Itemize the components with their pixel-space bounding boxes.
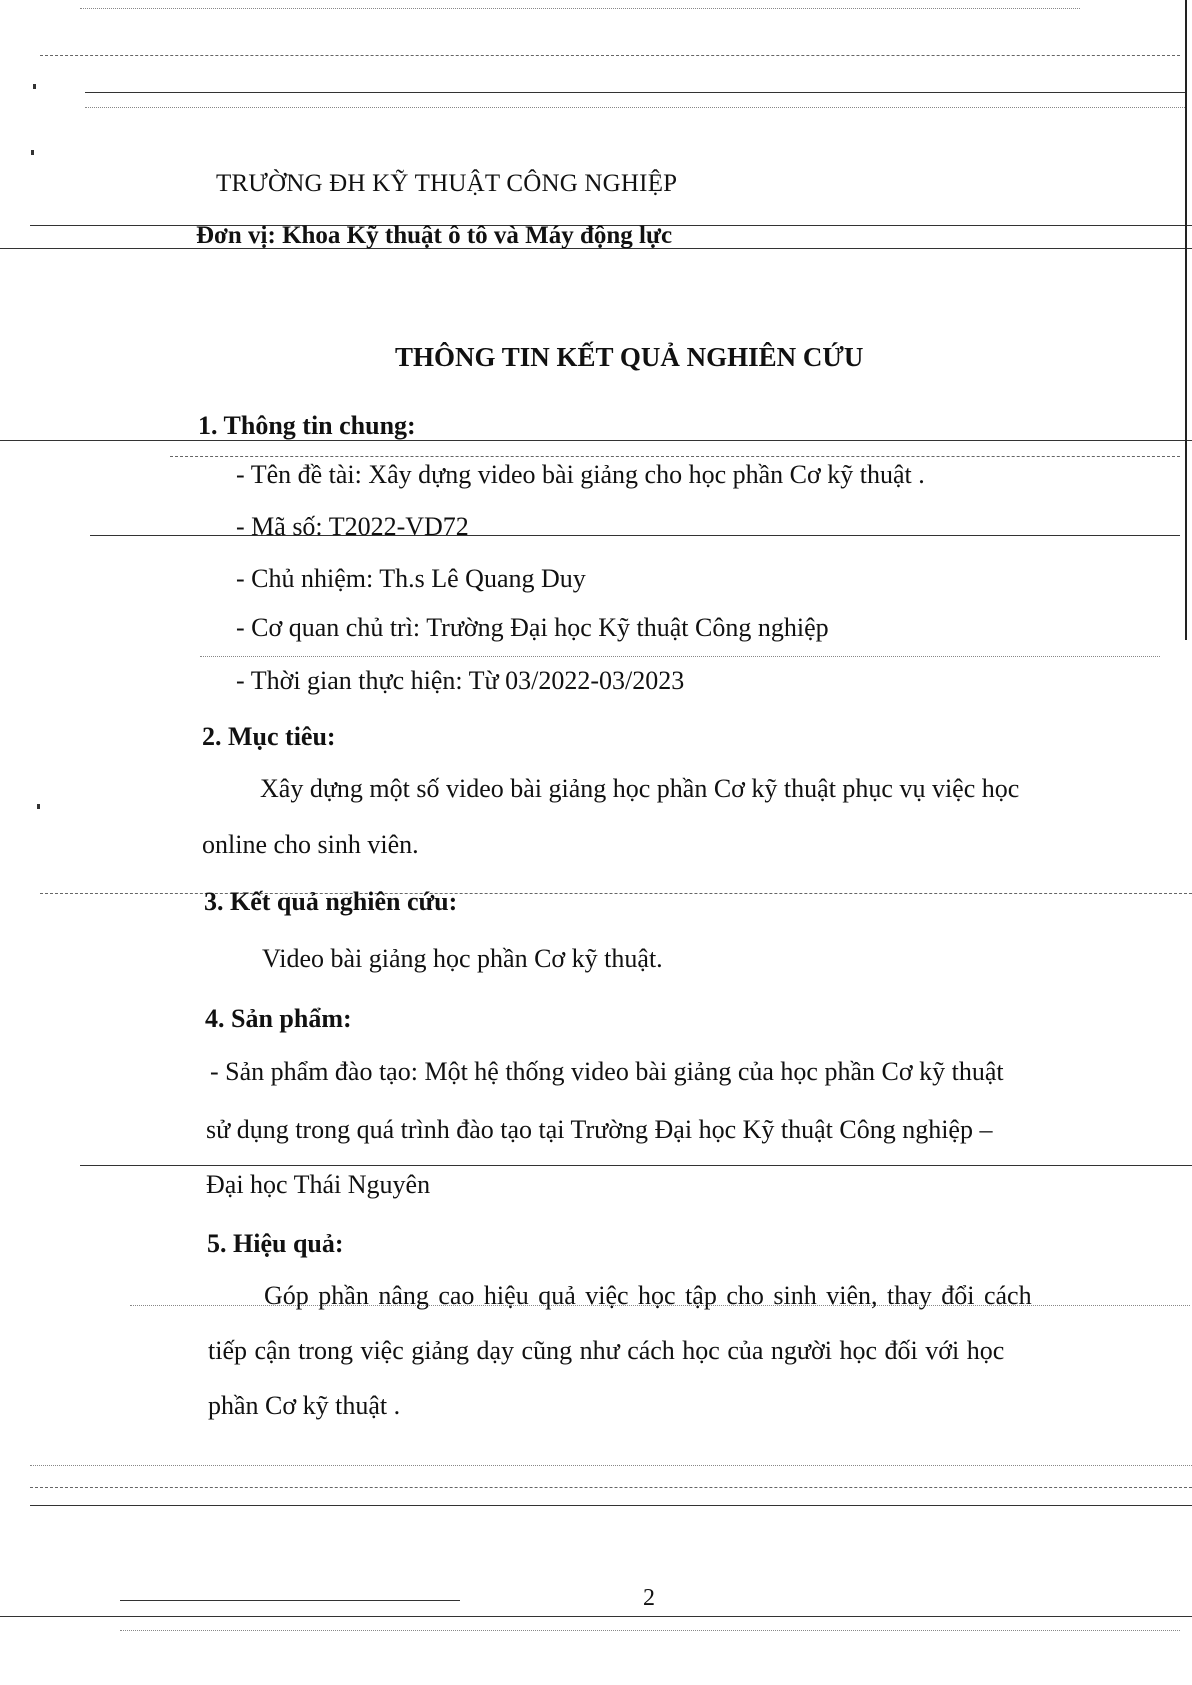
scan-speck	[31, 150, 34, 155]
leader-line: - Chủ nhiệm: Th.s Lê Quang Duy	[236, 564, 586, 593]
products-line-3: Đại học Thái Nguyên	[206, 1170, 431, 1199]
scan-line	[200, 656, 1160, 657]
host-line: - Cơ quan chủ trì: Trường Đại học Kỹ thuật Công nghiệp	[236, 613, 829, 642]
section-heading-objective: 2. Mục tiêu:	[202, 722, 336, 751]
section-heading-general: 1. Thông tin chung:	[198, 411, 416, 440]
scan-line	[80, 8, 1080, 9]
topic-line: - Tên đề tài: Xây dựng video bài giảng cho học phần Cơ kỹ thuật .	[236, 460, 925, 489]
scan-line	[85, 92, 1185, 93]
effectiveness-line-3: phần Cơ kỹ thuật .	[208, 1391, 401, 1420]
scan-line	[120, 1600, 460, 1601]
code-line: - Mã số: T2022-VD72	[236, 512, 469, 541]
scan-line	[30, 1505, 1192, 1506]
objective-line-2: online cho sinh viên.	[202, 830, 419, 859]
section-heading-products: 4. Sản phẩm:	[205, 1004, 352, 1033]
scan-line	[30, 1465, 1192, 1466]
effectiveness-line-2: tiếp cận trong việc giảng dạy cũng như cách học của người học đối với học	[208, 1336, 1005, 1365]
school-name: TRƯỜNG ĐH KỸ THUẬT CÔNG NGHIỆP	[216, 170, 678, 197]
products-line-1: - Sản phẩm đào tạo: Một hệ thống video bài giảng của học phần Cơ kỹ thuật	[210, 1057, 1004, 1086]
page-title: THÔNG TIN KẾT QUẢ NGHIÊN CỨU	[395, 342, 864, 372]
scan-line	[120, 1630, 1180, 1631]
effectiveness-line-1: Góp phần nâng cao hiệu quả việc học tập cho sinh viên, thay đổi cách	[264, 1281, 1032, 1310]
section-heading-results: 3. Kết quả nghiên cứu:	[204, 887, 458, 916]
scan-line	[85, 107, 1185, 108]
scan-line	[30, 1487, 1192, 1488]
scan-line	[0, 440, 1192, 441]
section-heading-effectiveness: 5. Hiệu quả:	[207, 1229, 344, 1258]
scan-line	[80, 1165, 1192, 1166]
scan-line	[40, 55, 1180, 56]
results-line-1: Video bài giảng học phần Cơ kỹ thuật.	[262, 944, 663, 973]
scan-edge	[1185, 0, 1187, 640]
duration-line: - Thời gian thực hiện: Từ 03/2022-03/2023	[236, 666, 685, 695]
products-line-2: sử dụng trong quá trình đào tạo tại Trường Đại học Kỹ thuật Công nghiệp –	[206, 1115, 993, 1144]
scan-speck	[33, 84, 36, 89]
scan-speck	[37, 804, 40, 809]
scan-line	[170, 456, 1180, 457]
objective-line-1: Xây dựng một số video bài giảng học phần Cơ kỹ thuật phục vụ việc học	[260, 774, 1020, 803]
page-number: 2	[643, 1585, 655, 1611]
scan-line	[0, 1616, 1192, 1617]
unit-name: Đơn vị: Khoa Kỹ thuật ô tô và Máy động lực	[196, 222, 673, 249]
